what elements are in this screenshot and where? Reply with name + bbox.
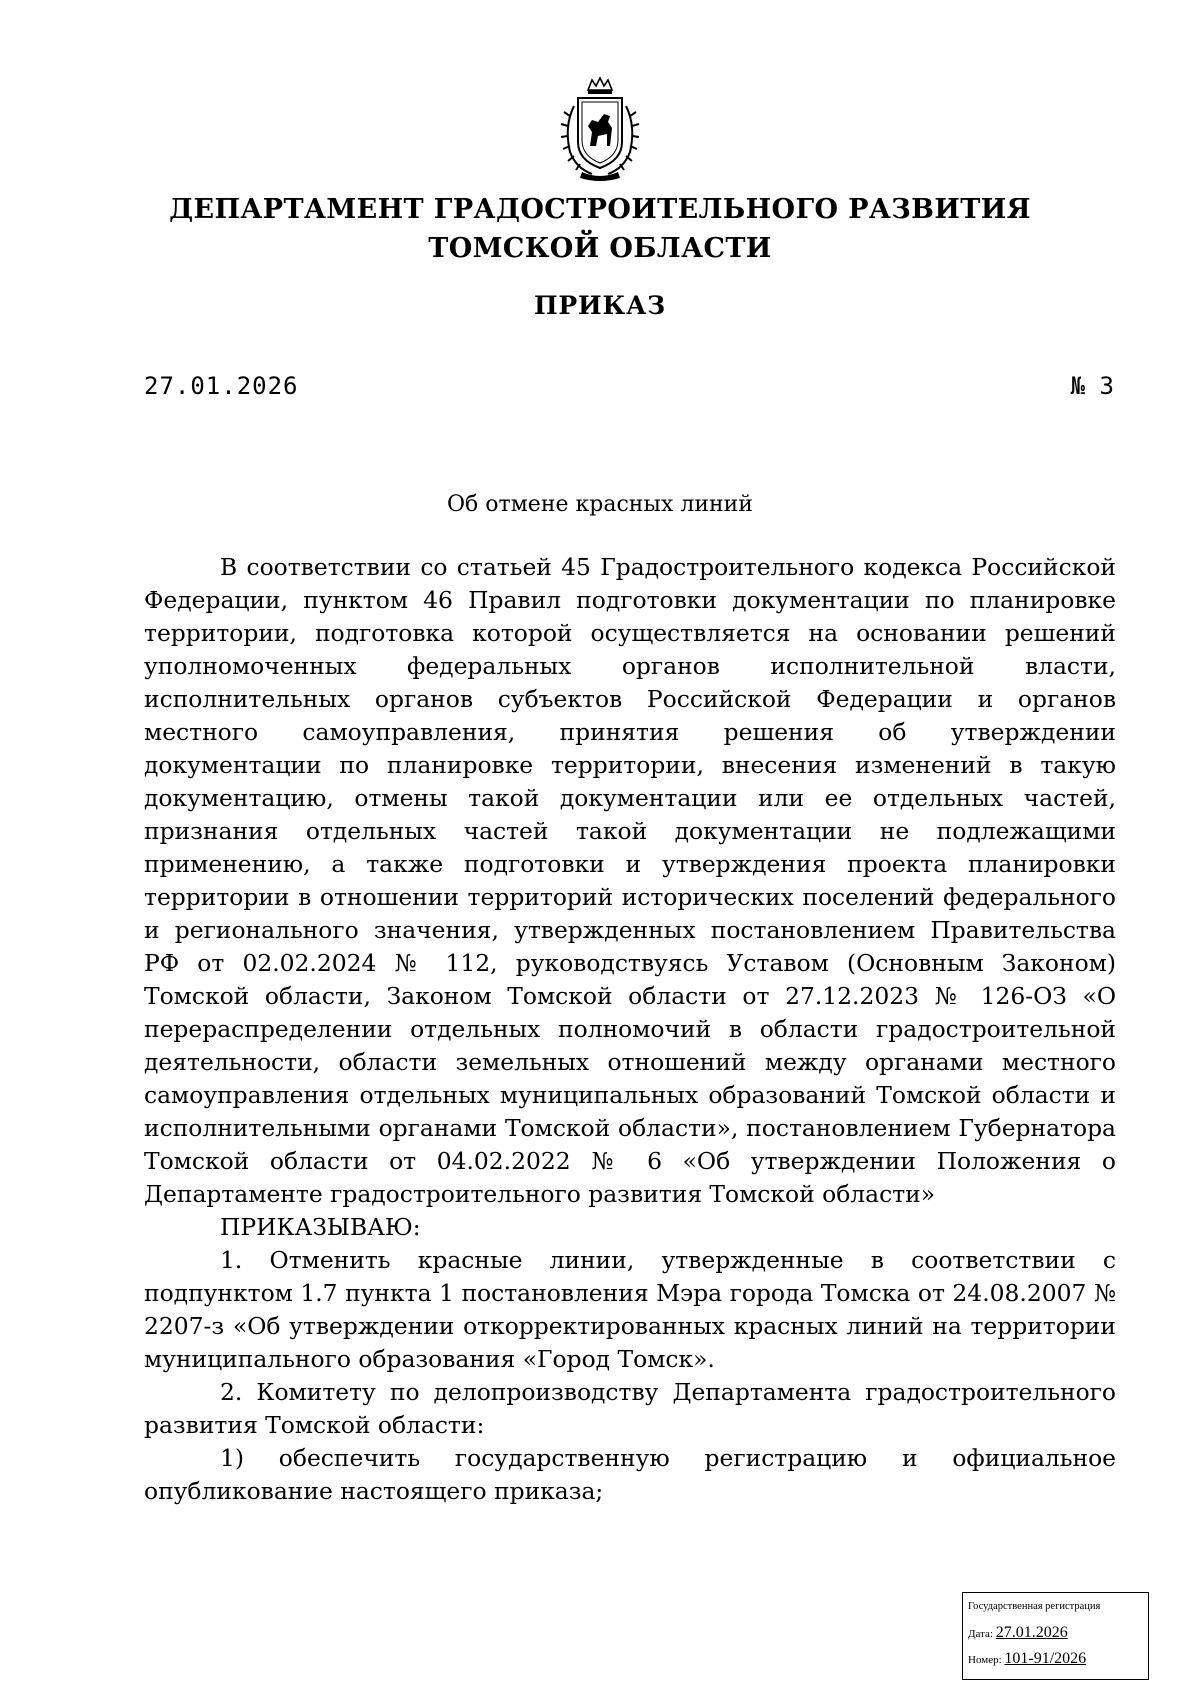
decree-word: ПРИКАЗЫВАЮ:: [220, 1213, 421, 1241]
item-2-1-paragraph: 1) обеспечить государственную регистрацию и официальное опубликование настоящего приказа;: [144, 1444, 1116, 1505]
registration-number-value: 101-91/2026: [1004, 1650, 1087, 1667]
coat-of-arms-icon: [552, 76, 648, 182]
organization-name-line2: ТОМСКОЙ ОБЛАСТИ: [428, 233, 772, 264]
document-date: 27.01.2026: [144, 372, 299, 400]
organization-name: [100, 190, 1100, 268]
registration-number-label: Номер:: [968, 1654, 1002, 1666]
item-2-paragraph: 2. Комитету по делопроизводству Департамента градостроительного развития Томской области:: [144, 1378, 1116, 1439]
document-body: [144, 551, 1116, 1508]
registration-date-row: [968, 1624, 1068, 1642]
item-1-paragraph: 1. Отменить красные линии, утвержденные в соответствии с подпунктом 1.7 пункта 1 постановления Мэра города Томска от 24.08.2007 № 2207-з «Об утверждении откорректированных красных линий на территории муниципального образования «Город Томск».: [144, 1246, 1116, 1373]
preamble-paragraph: В соответствии со статьей 45 Градостроительного кодекса Российской Федерации, пунктом 46 Правил подготовки документации по планировке территории, подготовка которой осуществляется на основании решений уполномоченных федеральных органов исполнительной власти, исполнительных органов субъектов Российской Федерации и органов местного самоуправления, принятия решения об утверждении документации по планировке территории, внесения изменений в такую документацию, отмены такой документации или ее отдельных частей, признания отдельных частей такой документации не подлежащими применению, а также подготовки и утверждения проекта планировки территории в отношении территорий исторических поселений федерального и регионального значения, утвержденных постановлением Правительства РФ от 02.02.2024 № 112, руководствуясь Уставом (Основным Законом) Томской области, Законом Томской области от 27.12.2023 № 126-ОЗ «О перераспределении отдельных полномочий в области градостроительной деятельности, области земельных отношений между органами местного самоуправления отдельных муниципальных образований Томской области и исполнительными органами Томской области», постановлением Губернатора Томской области от 04.02.2022 № 6 «Об утверждении Положения о Департаменте градостроительного развития Томской области»: [144, 553, 1116, 1208]
organization-name-line1: ДЕПАРТАМЕНТ ГРАДОСТРОИТЕЛЬНОГО РАЗВИТИЯ: [169, 194, 1031, 225]
document-subject: Об отмене красных линий: [447, 492, 753, 517]
registration-date-label: Дата:: [968, 1628, 993, 1640]
registration-title: Государственная регистрация: [968, 1601, 1101, 1612]
registration-stamp: [962, 1592, 1149, 1680]
document-number: № 3: [1070, 372, 1114, 400]
registration-date-value: 27.01.2026: [995, 1624, 1068, 1641]
registration-number-row: [968, 1650, 1086, 1668]
document-type: ПРИКАЗ: [534, 291, 666, 320]
